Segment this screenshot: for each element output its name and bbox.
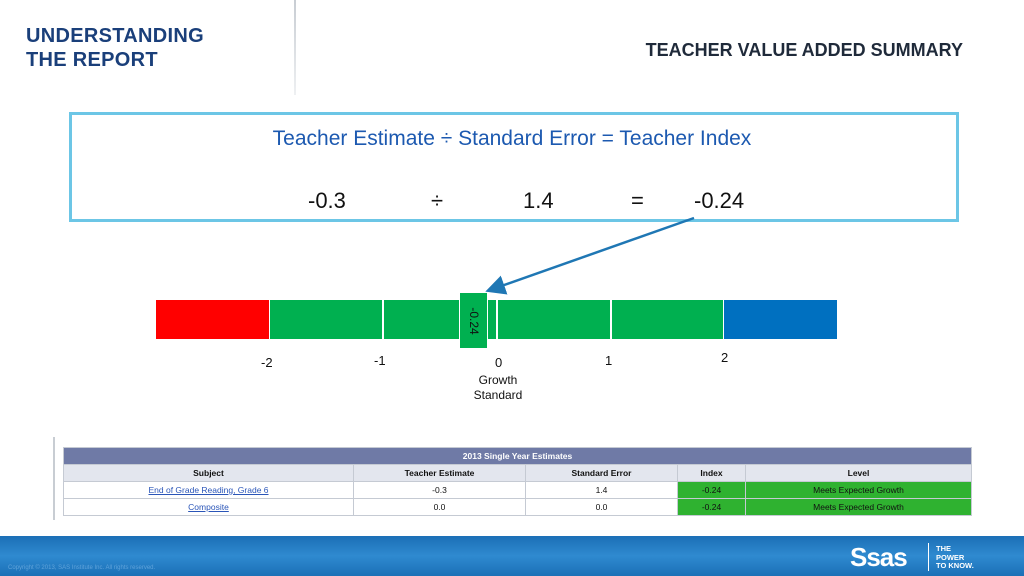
slide-title: TEACHER VALUE ADDED SUMMARY — [645, 40, 963, 60]
index-cell: -0.24 — [678, 499, 746, 516]
scale-segment-green-3 — [498, 300, 610, 339]
tick-label-plus-2: 2 — [721, 350, 729, 365]
teacher-index-value: -0.24 — [694, 188, 745, 213]
teacher-estimate-cell: -0.3 — [354, 482, 526, 499]
index-marker-label: -0.24 — [466, 306, 481, 335]
level-cell: Meets Expected Growth — [746, 482, 972, 499]
table-row — [64, 499, 972, 516]
logo-separator — [928, 543, 929, 571]
scale-segment-red — [156, 300, 269, 339]
teacher-estimate-value: -0.3 — [308, 188, 346, 213]
table-divider — [53, 437, 55, 520]
subject-link[interactable]: Composite — [188, 502, 229, 512]
column-header-subject: Subject — [64, 465, 354, 482]
column-header-level: Level — [746, 465, 972, 482]
standard-error-cell: 0.0 — [526, 499, 678, 516]
scale-segment-green-1 — [270, 300, 382, 339]
index-cell: -0.24 — [678, 482, 746, 499]
sas-logo: Ssas — [850, 542, 907, 572]
level-cell: Meets Expected Growth — [746, 499, 972, 516]
section-title: UNDERSTANDING THE REPORT — [26, 25, 204, 71]
growth-standard-label: Growth Standard — [473, 373, 523, 402]
tick-label-zero: 0 — [495, 355, 503, 370]
scale-segment-green-4 — [612, 300, 723, 339]
index-marker — [459, 292, 488, 349]
logo-tagline: THE POWER TO KNOW. — [936, 544, 974, 570]
column-header-index: Index — [678, 465, 746, 482]
standard-error-value: 1.4 — [523, 188, 554, 213]
equals-sign: = — [631, 188, 644, 213]
standard-error-cell: 1.4 — [526, 482, 678, 499]
formula-text: Teacher Estimate ÷ Standard Error = Teacher Index — [272, 127, 752, 150]
column-header-teacher-estimate: Teacher Estimate — [354, 465, 526, 482]
divide-sign: ÷ — [431, 188, 444, 213]
tick-label-minus-1: -1 — [374, 353, 386, 368]
tick-label-plus-1: 1 — [605, 353, 613, 368]
table-caption: 2013 Single Year Estimates — [64, 448, 972, 465]
copyright-text: Copyright © 2013, SAS Institute Inc. All rights reserved. — [8, 565, 156, 571]
table-row — [64, 482, 972, 499]
estimates-table — [63, 447, 972, 516]
teacher-estimate-cell: 0.0 — [354, 499, 526, 516]
subject-link[interactable]: End of Grade Reading, Grade 6 — [148, 485, 269, 495]
column-header-standard-error: Standard Error — [526, 465, 678, 482]
scale-segment-blue — [724, 300, 837, 339]
tick-label-minus-2: -2 — [261, 355, 273, 370]
